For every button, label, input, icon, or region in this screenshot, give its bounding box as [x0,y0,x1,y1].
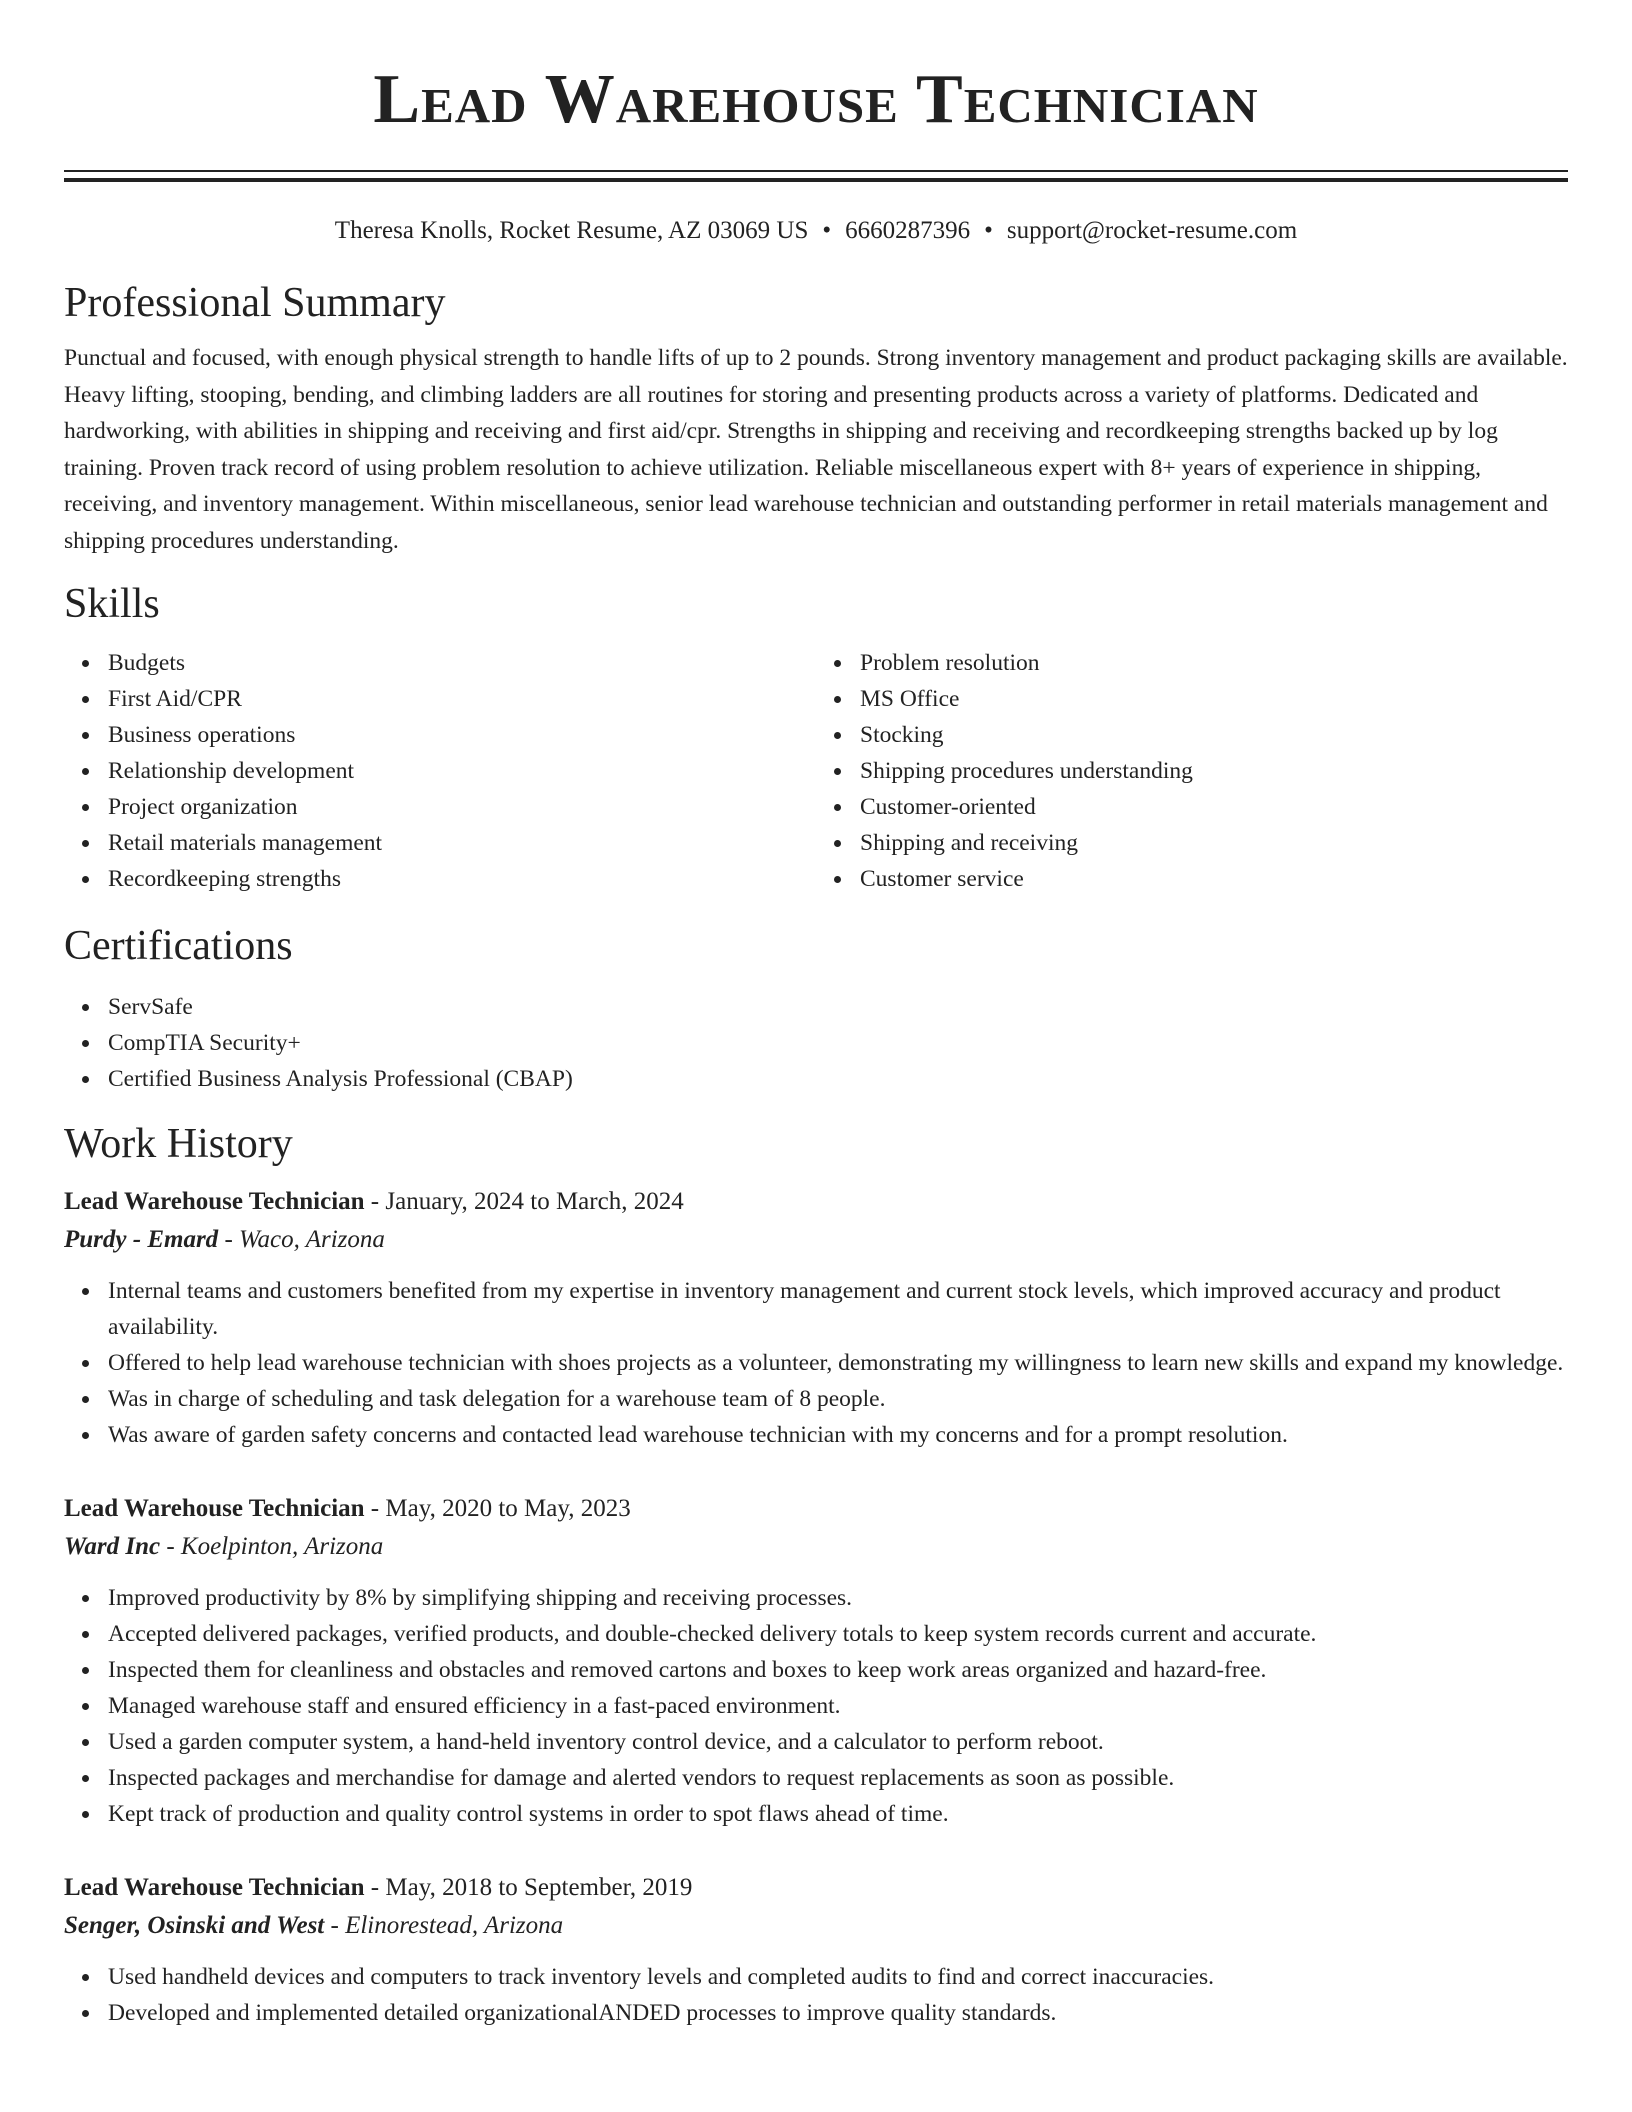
contact-email: support@rocket-resume.com [1006,217,1298,244]
job-title: Lead Warehouse Technician [64,1188,365,1215]
job-duty: Inspected them for cleanliness and obstacles and removed cartons and boxes to keep work areas organized and hazard-free. [108,1652,1568,1688]
skill-item: Relationship development [108,753,816,789]
title-divider-thin [64,170,1568,172]
resume-page [64,0,1568,2031]
job-entry [64,1183,1568,1453]
skill-item: Customer-oriented [860,789,1568,825]
job-entry [64,1490,1568,1832]
certification-item: ServSafe [108,989,1568,1025]
contact-separator: • [822,217,832,244]
contact-address: Theresa Knolls, Rocket Resume, AZ 03069 US [334,217,809,244]
certifications-heading: Certifications [64,923,293,969]
skill-item: Stocking [860,717,1568,753]
job-header [64,1490,1568,1528]
skills-heading: Skills [64,581,160,627]
job-duty: Accepted delivered packages, verified products, and double-checked delivery totals to keep system records current and accurate. [108,1616,1568,1652]
job-duty: Internal teams and customers benefited from my expertise in inventory management and current stock levels, which improved accuracy and product availability. [108,1273,1568,1345]
skill-item: Business operations [108,717,816,753]
summary-section [64,278,1568,559]
contact-phone: 6660287396 [845,217,971,244]
certification-item: CompTIA Security+ [108,1025,1568,1061]
skills-list-left [64,645,816,897]
job-location: - Elinorestead, Arizona [324,1912,564,1939]
job-duty: Used handheld devices and computers to track inventory levels and completed audits to find and correct inaccuracies. [108,1959,1568,1995]
job-employer [64,1907,1568,1945]
job-duty: Inspected packages and merchandise for damage and alerted vendors to request replacements as soon as possible. [108,1760,1568,1796]
skill-item: First Aid/CPR [108,681,816,717]
certifications-list [64,989,1568,1097]
title-divider-thick [64,178,1568,182]
job-duties-list [64,1273,1568,1453]
job-dates: - January, 2024 to March, 2024 [364,1188,684,1215]
skills-section [64,579,1568,897]
skill-item: Customer service [860,861,1568,897]
job-employer [64,1528,1568,1566]
skill-item: Budgets [108,645,816,681]
job-duty: Used a garden computer system, a hand-held inventory control device, and a calculator to perform reboot. [108,1724,1568,1760]
work-history-section [64,1119,1568,2031]
certifications-section [64,921,1568,1097]
job-employer [64,1221,1568,1259]
skills-columns [64,645,1568,897]
job-dates: - May, 2020 to May, 2023 [364,1495,631,1522]
job-duty: Kept track of production and quality control systems in order to spot flaws ahead of time. [108,1796,1568,1832]
job-duty: Was aware of garden safety concerns and contacted lead warehouse technician with my concerns and for a prompt resolution. [108,1417,1568,1453]
job-header [64,1869,1568,1907]
job-duty: Improved productivity by 8% by simplifying shipping and receiving processes. [108,1580,1568,1616]
work-history-heading: Work History [64,1121,293,1167]
certification-item: Certified Business Analysis Professional (CBAP) [108,1061,1568,1097]
skills-list-right [816,645,1568,897]
skill-item: Problem resolution [860,645,1568,681]
summary-heading: Professional Summary [64,280,446,326]
skill-item: Shipping procedures understanding [860,753,1568,789]
job-duty: Was in charge of scheduling and task delegation for a warehouse team of 8 people. [108,1381,1568,1417]
job-location: - Koelpinton, Arizona [160,1533,384,1560]
job-location: - Waco, Arizona [218,1226,385,1253]
job-company: Senger, Osinski and West [64,1912,325,1939]
job-duties-list [64,1959,1568,2031]
skill-item: MS Office [860,681,1568,717]
job-dates: - May, 2018 to September, 2019 [364,1874,693,1901]
skill-item: Shipping and receiving [860,825,1568,861]
job-duties-list [64,1580,1568,1832]
job-duty: Developed and implemented detailed organizationalANDED processes to improve quality standards. [108,1995,1568,2031]
job-title: Lead Warehouse Technician [64,1495,365,1522]
job-entry [64,1869,1568,2031]
job-title: Lead Warehouse Technician [64,1874,365,1901]
contact-separator: • [984,217,993,244]
summary-text: Punctual and focused, with enough physical strength to handle lifts of up to 2 pounds. Strong inventory management and product packaging skills are available. Heavy lifting, stooping, bending, and climbing ladders are all routines for storing and presenting products across a variety of platforms. Dedicated and hardworking, with abilities in shipping and receiving and first aid/cpr. Strengths in shipping and receiving and recordkeeping strengths backed up by log training. Proven track record of using problem resolution to achieve utilization. Reliable miscellaneous expert with 8+ years of experience in shipping, receiving, and inventory management. Within miscellaneous, senior lead warehouse technician and outstanding performer in retail materials management and shipping procedures understanding. [64,345,1568,554]
contact-line [64,216,1568,246]
job-duty: Managed warehouse staff and ensured efficiency in a fast-paced environment. [108,1688,1568,1724]
job-header [64,1183,1568,1221]
skill-item: Project organization [108,789,816,825]
job-company: Purdy - Emard [64,1226,219,1253]
job-duty: Offered to help lead warehouse technician with shoes projects as a volunteer, demonstrating my willingness to learn new skills and expand my knowledge. [108,1345,1568,1381]
skill-item: Recordkeeping strengths [108,861,816,897]
job-company: Ward Inc [64,1533,161,1560]
resume-title: Lead Warehouse Technician [373,61,1259,138]
skill-item: Retail materials management [108,825,816,861]
